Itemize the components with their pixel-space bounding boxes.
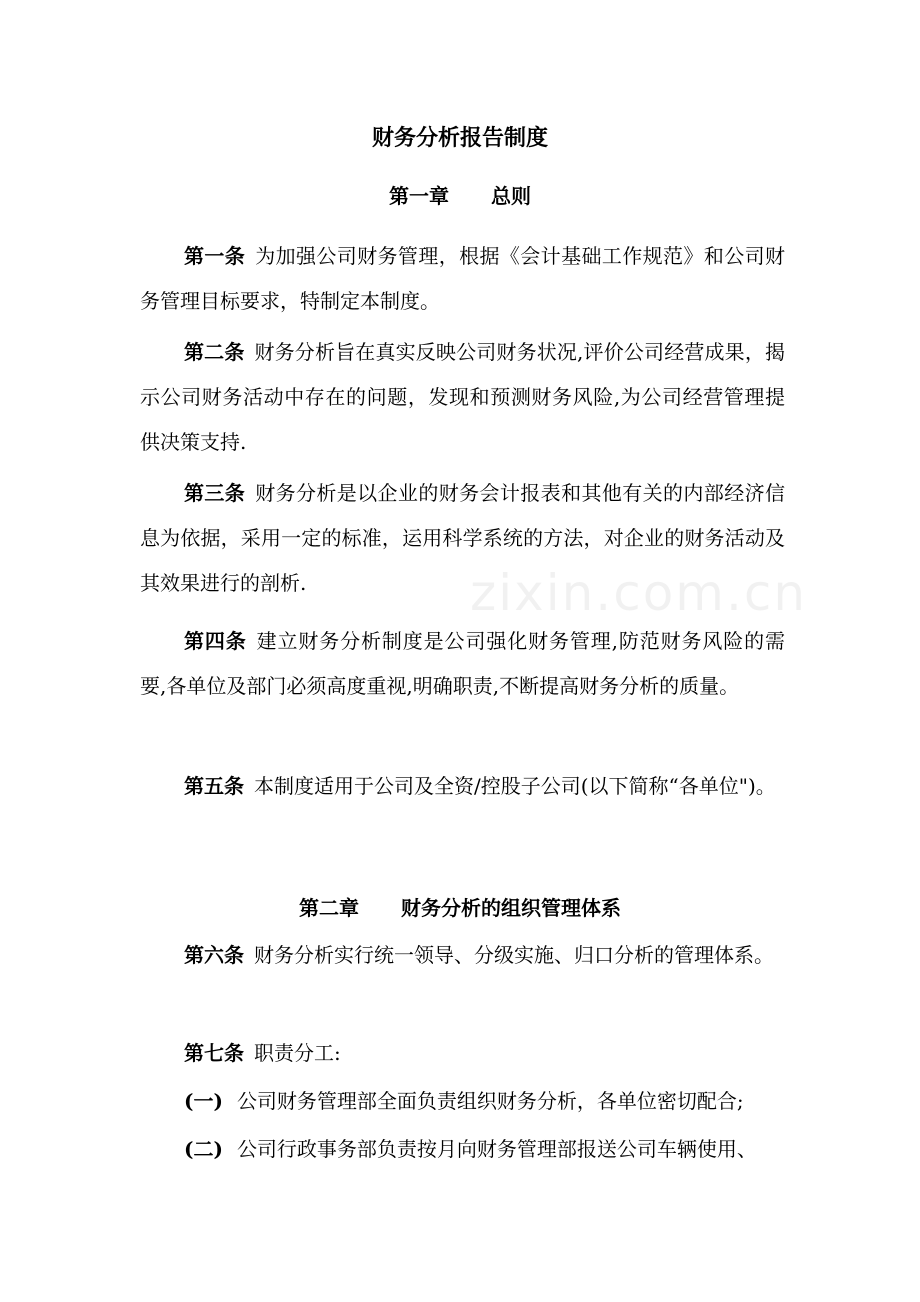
article-label: 第三条 — [184, 481, 246, 505]
article-text: 财务分析是以企业的财务会计报表和其他有关的内部经济信息为依据，采用一定的标准，运用科学系统的方法，对企业的财务活动及其效果进行的剖析. — [140, 481, 786, 595]
article-label: 第六条 — [184, 943, 244, 967]
article-1 — [140, 234, 785, 324]
list-item-2 — [140, 1127, 800, 1172]
article-5 — [140, 764, 785, 809]
article-6 — [140, 933, 785, 978]
item-text: 公司行政事务部负责按月向财务管理部报送公司车辆使用、 — [236, 1137, 757, 1161]
item-text: 公司财务管理部全面负责组织财务分析，各单位密切配合; — [236, 1089, 744, 1113]
article-text: 为加强公司财务管理，根据《会计基础工作规范》和公司财务管理目标要求，特制定本制度。 — [140, 244, 786, 313]
chapter-label: 第二章 — [299, 896, 359, 920]
item-number: (一) — [184, 1089, 223, 1113]
article-label: 第四条 — [184, 629, 247, 653]
article-text: 本制度适用于公司及全资/控股子公司(以下简称“各单位")。 — [254, 774, 776, 798]
article-label: 第五条 — [184, 774, 244, 798]
item-number: (二) — [184, 1137, 223, 1161]
watermark: zixin.com.cn — [470, 564, 808, 622]
article-text: 财务分析旨在真实反映公司财务状况,评价公司经营成果，揭示公司财务活动中存在的问题，发现和预测财务风险,为公司经营管理提供决策支持. — [140, 340, 786, 454]
article-text: 财务分析实行统一领导、分级实施、归口分析的管理体系。 — [254, 943, 774, 967]
article-label: 第一条 — [184, 244, 246, 268]
chapter-heading-1 — [0, 176, 920, 216]
article-4 — [140, 619, 785, 709]
article-3 — [140, 471, 785, 606]
article-text: 职责分工: — [254, 1041, 341, 1065]
list-item-1 — [140, 1079, 800, 1124]
article-7 — [140, 1031, 785, 1076]
article-text: 建立财务分析制度是公司强化财务管理,防范财务风险的需要,各单位及部门必须高度重视,明确职责,不断提高财务分析的质量。 — [140, 629, 785, 698]
chapter-heading-2 — [0, 888, 920, 928]
chapter-name: 财务分析的组织管理体系 — [401, 896, 621, 920]
article-label: 第二条 — [184, 340, 245, 364]
document-title: 财务分析报告制度 — [371, 125, 548, 151]
article-2 — [140, 330, 785, 465]
chapter-label: 第一章 — [389, 184, 449, 208]
article-label: 第七条 — [184, 1041, 244, 1065]
chapter-name: 总则 — [491, 184, 531, 208]
